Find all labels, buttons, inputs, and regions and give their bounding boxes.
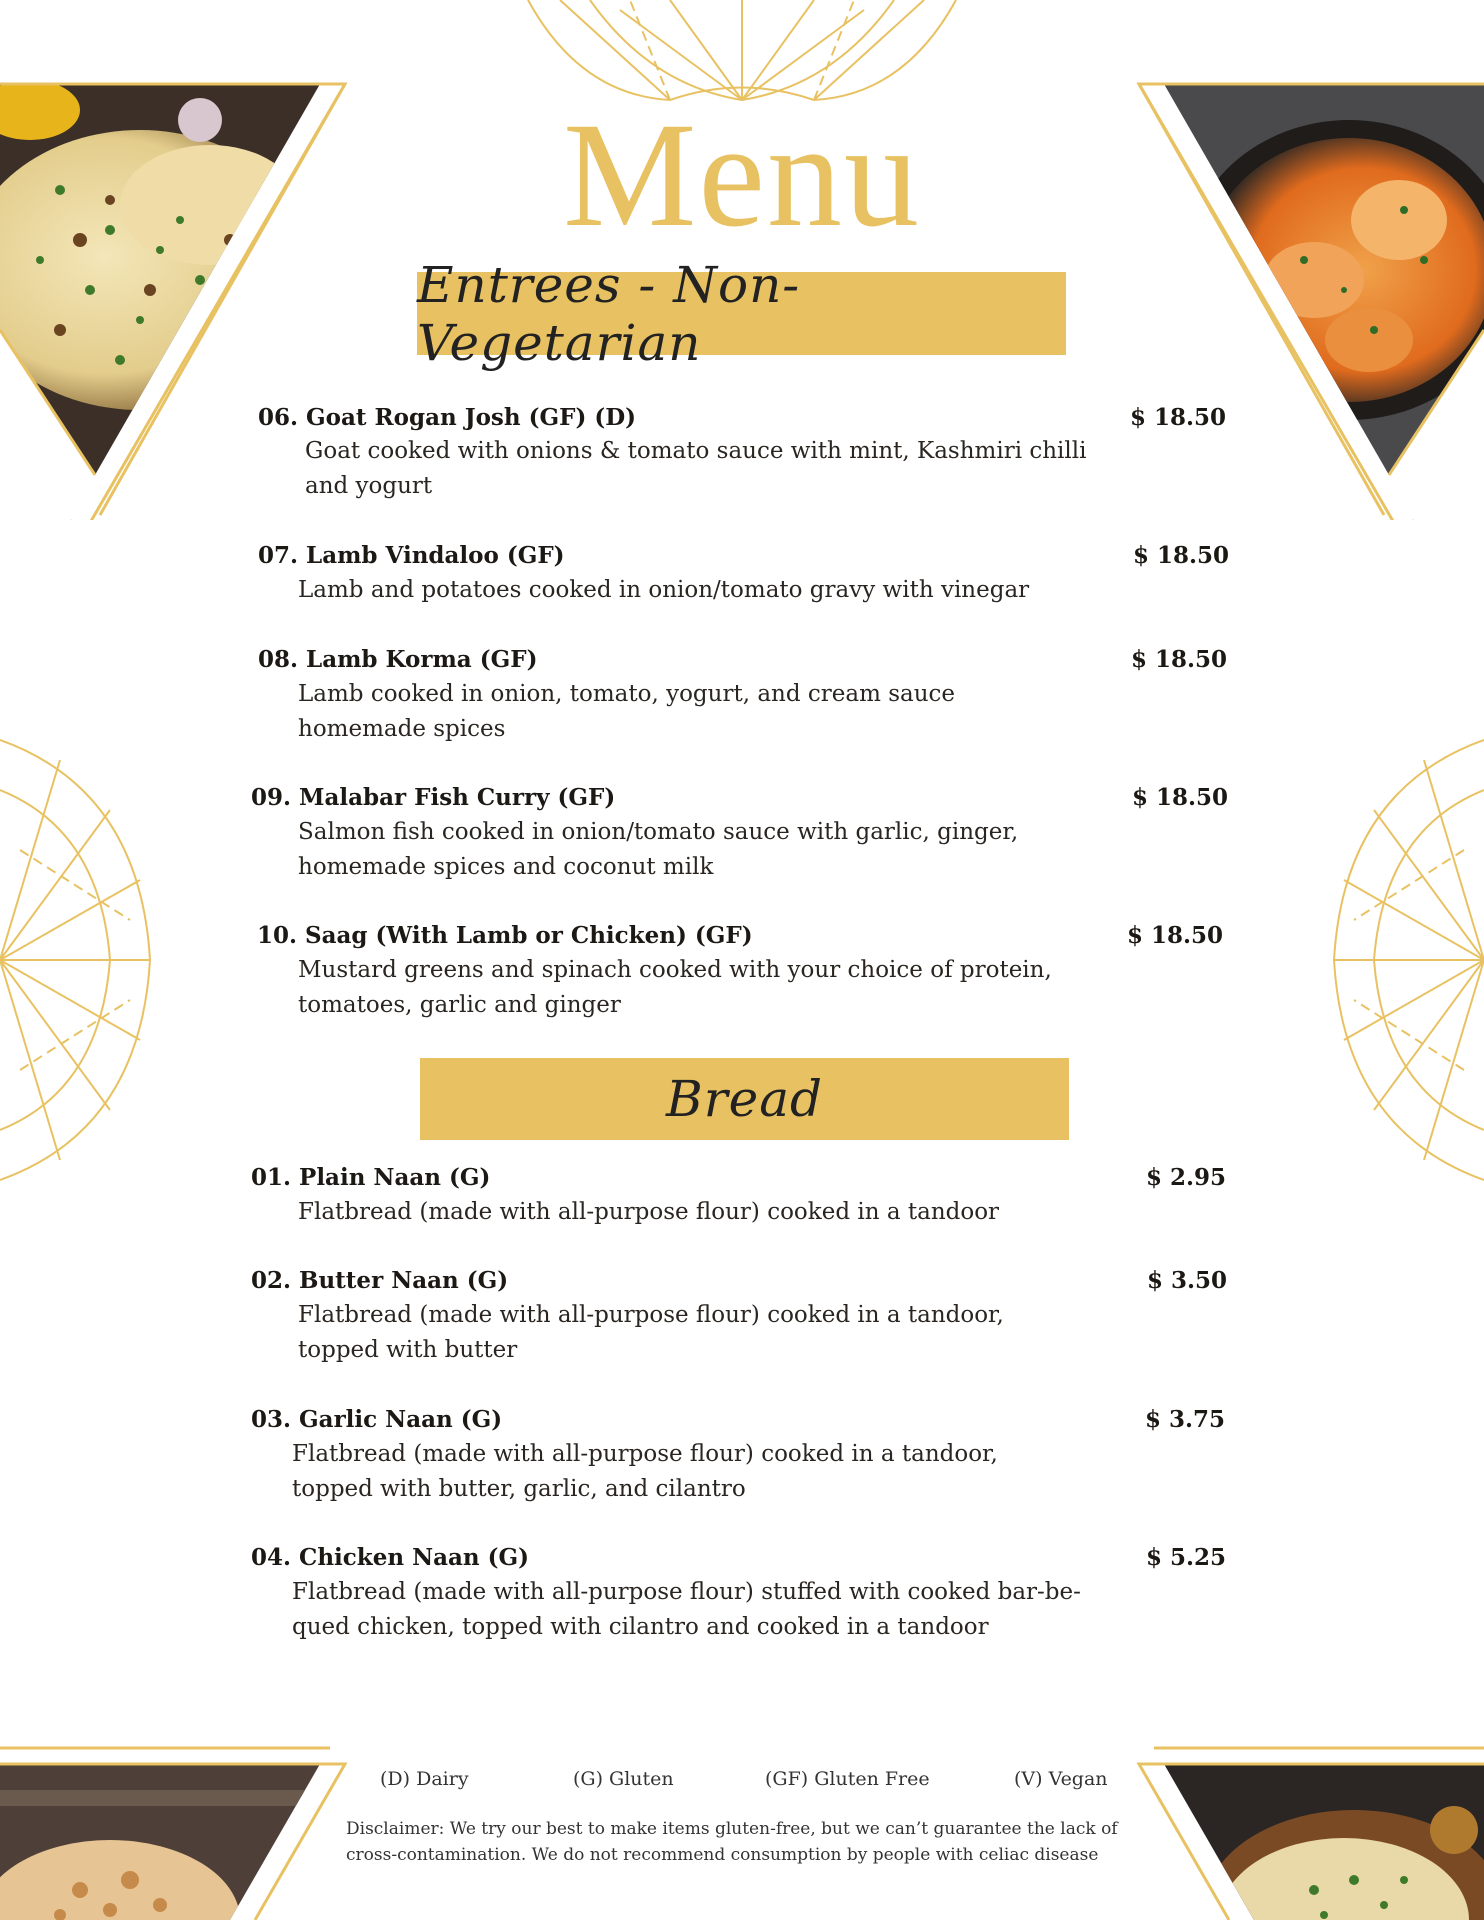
menu-item-price: $ 18.50	[1131, 784, 1228, 811]
menu-item-name: 07. Lamb Vindaloo (GF)	[258, 542, 565, 569]
menu-item-description: Flatbread (made with all-purpose flour) cooked in a tandoor, topped with butter, garlic, and cilantro	[292, 1441, 998, 1502]
menu-item-description: Goat cooked with onions & tomato sauce with mint, Kashmiri chilli and yogurt	[305, 438, 1087, 499]
menu-item-name: 08. Lamb Korma (GF)	[258, 646, 538, 673]
menu-item-name: 10. Saag (With Lamb or Chicken) (GF)	[257, 922, 753, 949]
entrees-section-banner	[417, 255, 1066, 372]
left-fan-ornament	[0, 730, 165, 1190]
bread-section-heading: Bread	[665, 1070, 824, 1128]
menu-item-description: Flatbread (made with all-purpose flour) cooked in a tandoor	[298, 1199, 1000, 1225]
menu-item-price: $ 3.75	[1144, 1406, 1225, 1433]
menu-item-price: $ 5.25	[1145, 1544, 1226, 1571]
bread-photo-bottom-left	[0, 1720, 360, 1920]
menu-item-description: Flatbread (made with all-purpose flour) stuffed with cooked bar-be-qued chicken, topped with cilantro and cooked in a tandoor	[292, 1579, 1081, 1640]
legend-vegan: (V) Vegan	[1014, 1768, 1108, 1790]
right-fan-ornament	[1319, 730, 1484, 1190]
top-fan-ornament	[520, 0, 964, 105]
bread-section-banner	[420, 1058, 1069, 1140]
menu-item-price: $ 18.50	[1132, 542, 1229, 569]
menu-item-name: 03. Garlic Naan (G)	[251, 1406, 503, 1433]
menu-item-name: 01. Plain Naan (G)	[251, 1164, 491, 1191]
legend-gluten-free: (GF) Gluten Free	[765, 1768, 930, 1790]
menu-item-description: Flatbread (made with all-purpose flour) cooked in a tandoor, topped with butter	[298, 1302, 1004, 1363]
menu-item-description: Salmon fish cooked in onion/tomato sauce with garlic, ginger, homemade spices and coconut milk	[298, 819, 1019, 880]
menu-item-name: 06. Goat Rogan Josh (GF) (D)	[258, 404, 637, 431]
menu-item-price: $ 2.95	[1145, 1164, 1226, 1191]
menu-title: Menu	[563, 92, 921, 258]
entrees-section-heading: Entrees - Non-Vegetarian	[417, 255, 801, 372]
naan-basket-photo-bottom-right	[1124, 1720, 1484, 1920]
menu-item-price: $ 18.50	[1129, 404, 1226, 431]
menu-item-description: Lamb cooked in onion, tomato, yogurt, and cream sauce homemade spices	[298, 681, 956, 742]
menu-item-name: 02. Butter Naan (G)	[251, 1267, 509, 1294]
menu-item-name: 04. Chicken Naan (G)	[251, 1544, 530, 1571]
disclaimer-text: Disclaimer: We try our best to make items gluten-free, but we can’t guarantee the lack of cross-contamination. We do not recommend consumption by people with celiac disease	[346, 1819, 1118, 1865]
legend-dairy: (D) Dairy	[380, 1768, 469, 1790]
menu-item-description: Mustard greens and spinach cooked with your choice of protein, tomatoes, garlic and ginger	[298, 957, 1052, 1018]
menu-item-price: $ 3.50	[1146, 1267, 1227, 1294]
menu-item-price: $ 18.50	[1130, 646, 1227, 673]
menu-item-description: Lamb and potatoes cooked in onion/tomato gravy with vinegar	[298, 577, 1030, 603]
menu-item-name: 09. Malabar Fish Curry (GF)	[251, 784, 616, 811]
legend-gluten: (G) Gluten	[573, 1768, 674, 1790]
menu-item-price: $ 18.50	[1126, 922, 1223, 949]
